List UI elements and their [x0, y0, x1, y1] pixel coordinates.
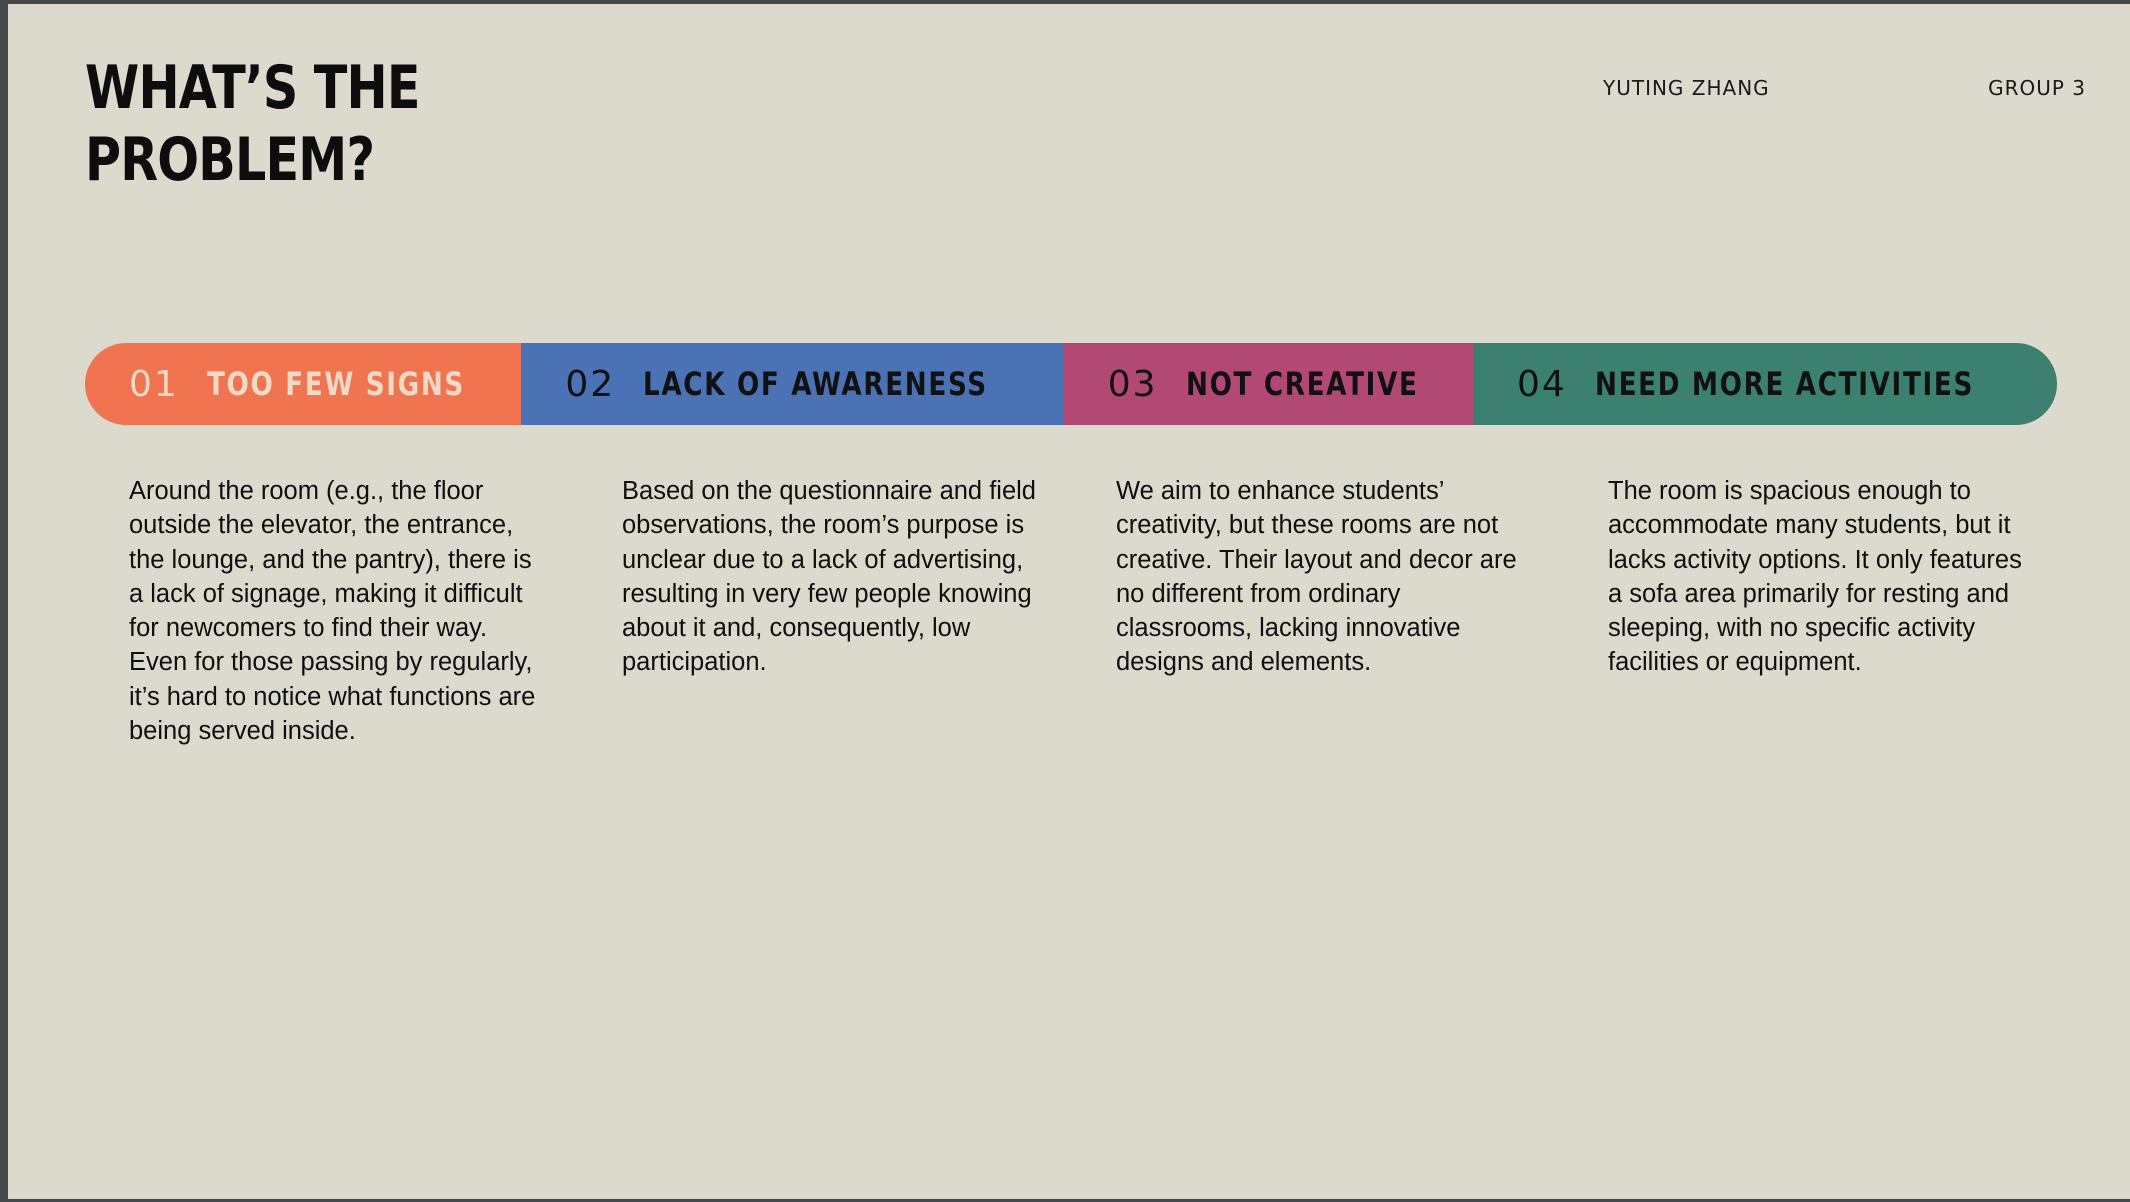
problem-number-4: 04	[1517, 363, 1567, 405]
problem-number-2: 02	[565, 363, 616, 405]
page-title-line-1: WHAT’S THE	[85, 53, 420, 123]
problem-header-band	[85, 343, 2057, 425]
problem-header-1	[85, 343, 521, 425]
problem-description-2: Based on the questionnaire and field observations, the room’s purpose is unclear due to a lack of advertising, resulting in very few people knowing about it and, consequently, low participation.	[622, 477, 1036, 677]
problem-header-4	[1473, 343, 2057, 425]
problem-title-3: NOT CREATIVE	[1185, 365, 1419, 403]
author-name: YUTING ZHANG	[1603, 76, 1770, 100]
page-title-line-2: PROBLEM?	[85, 125, 375, 195]
page-title	[85, 52, 420, 196]
problem-description-1: Around the room (e.g., the floor outside the elevator, the entrance, the lounge, and the pantry), there is a lack of signage, making it difficult for newcomers to find their way. Even for those passing by regularly, it’s hard to notice what functions are being served inside.	[129, 477, 536, 746]
problem-description-4: The room is spacious enough to accommodate many students, but it lacks activity options. It only features a sofa area primarily for resting and sleeping, with no specific activity facilities or equipment.	[1608, 477, 2022, 677]
slide	[8, 4, 2130, 1199]
problem-title-2: LACK OF AWARENESS	[643, 365, 989, 403]
problem-number-1: 01	[129, 363, 179, 405]
problem-title-1: TOO FEW SIGNS	[206, 365, 465, 403]
problem-header-2	[521, 343, 1063, 425]
problem-description-3: We aim to enhance students’ creativity, but these rooms are not creative. Their layout and decor are no different from ordinary classrooms, lacking innovative designs and elements.	[1116, 477, 1517, 677]
problem-number-3: 03	[1107, 363, 1158, 405]
problem-title-4: NEED MORE ACTIVITIES	[1594, 365, 1974, 403]
problem-header-3	[1064, 343, 1473, 425]
group-label: GROUP 3	[1988, 76, 2086, 100]
